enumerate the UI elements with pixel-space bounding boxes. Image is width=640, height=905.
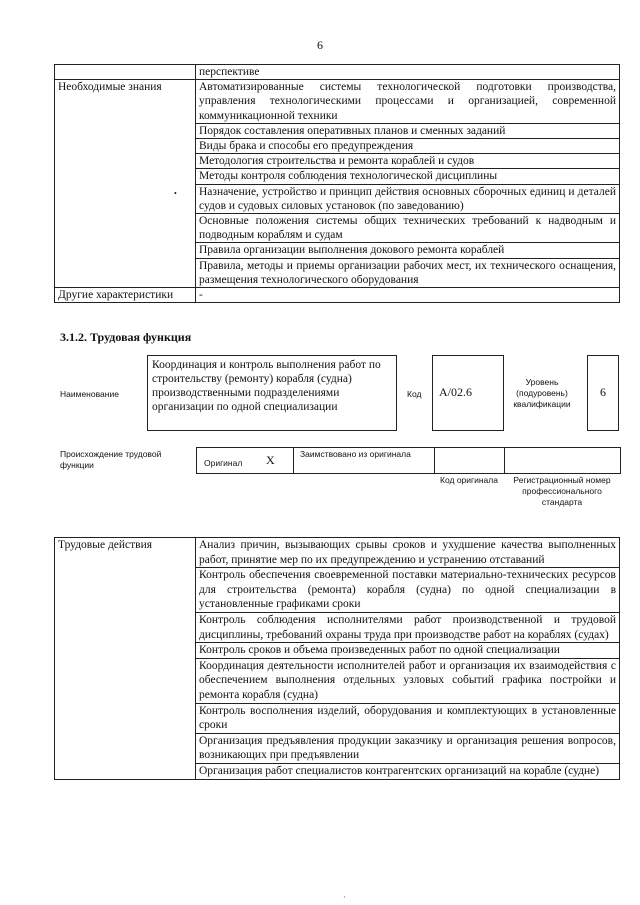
divider <box>504 448 505 473</box>
table-row <box>55 538 620 568</box>
action-item: Контроль восполнения изделий, оборудования и комплектующих в установленные сроки <box>196 703 620 733</box>
knowledge-item: Порядок составления оперативных планов и сменных заданий <box>196 123 620 138</box>
code-label: Код <box>407 389 422 399</box>
function-code: А/02.6 <box>432 355 504 431</box>
original-mark: X <box>266 453 275 467</box>
knowledge-item: Автоматизированные системы технологической подготовки производства, управления технологическими процессами и организацией, современной коммуникационной техники <box>196 80 620 124</box>
action-item: Контроль обеспечения своевременной поставки материально-технических ресурсов для строительства (ремонта) корабля (судна) по одной специализации в установленные графиками сроки <box>196 568 620 613</box>
table-row <box>55 65 620 80</box>
knowledge-item: Основные положения системы общих технических требований к надводным и подводным кораблям и судам <box>196 214 620 243</box>
stray-dot: • <box>174 189 177 198</box>
knowledge-item: Методы контроля соблюдения технологической дисциплины <box>196 169 620 184</box>
continuation-cell: перспективе <box>196 65 620 80</box>
borrowed-label: Заимствовано из оригинала <box>300 449 411 459</box>
code-caption: Код оригинала <box>440 475 498 485</box>
level-label: Уровень (подуровень) квалификации <box>513 377 571 409</box>
knowledge-item: Методология строительства и ремонта кораблей и судов <box>196 154 620 169</box>
knowledge-item: Назначение, устройство и принцип действия основных сборочных единиц и деталей судов и судовых силовых установок (по заведованию) <box>196 184 620 213</box>
action-item: Контроль соблюдения исполнителями работ производственной и трудовой дисциплины, требований охраны труда при производстве работ на кораблях (судах) <box>196 612 620 642</box>
knowledge-label: Необходимые знания <box>55 80 196 288</box>
name-label: Наименование <box>60 389 119 399</box>
divider <box>293 448 294 473</box>
knowledge-table <box>54 64 620 303</box>
origin-label: Происхождение трудовой функции <box>60 449 162 470</box>
action-item: Организация предъявления продукции заказчику и организация решения вопросов, возникающих при предъявлении <box>196 733 620 763</box>
scan-mark: · <box>343 893 346 902</box>
action-item: Координация деятельности исполнителей работ и организация их взаимодействия с обеспечением выполнения отдельных узловых событий графика постройки и ремонта корабля (судна) <box>196 658 620 703</box>
table-row <box>55 288 620 303</box>
action-item: Контроль сроков и объема произведенных работ по одной специализации <box>196 643 620 659</box>
page-number: 6 <box>317 38 323 52</box>
other-label: Другие характеристики <box>55 288 196 303</box>
actions-label: Трудовые действия <box>55 538 196 780</box>
registration-caption: Регистрационный номер профессионального стандарта <box>513 475 611 507</box>
table-row <box>55 80 620 124</box>
level-value: 6 <box>587 355 619 431</box>
actions-table <box>54 537 620 780</box>
knowledge-item: Виды брака и способы его предупреждения <box>196 139 620 154</box>
action-item: Анализ причин, вызывающих срывы сроков и ухудшение качества выполненных работ, принятие мер по их предупреждению и устранению отставаний <box>196 538 620 568</box>
divider <box>434 448 435 473</box>
table-cell-empty <box>55 65 196 80</box>
section-title: 3.1.2. Трудовая функция <box>60 330 192 344</box>
action-item: Организация работ специалистов контрагентских организаций на корабле (судне) <box>196 763 620 779</box>
function-name: Координация и контроль выполнения работ по строительству (ремонту) корабля (судна) производственными подразделениями организации по одной специализации <box>147 355 397 431</box>
knowledge-item: Правила организации выполнения докового ремонта кораблей <box>196 243 620 258</box>
knowledge-item: Правила, методы и приемы организации рабочих мест, их технического оснащения, размещения технологического оборудования <box>196 258 620 287</box>
original-label: Оригинал <box>204 458 243 468</box>
other-value: - <box>196 288 620 303</box>
